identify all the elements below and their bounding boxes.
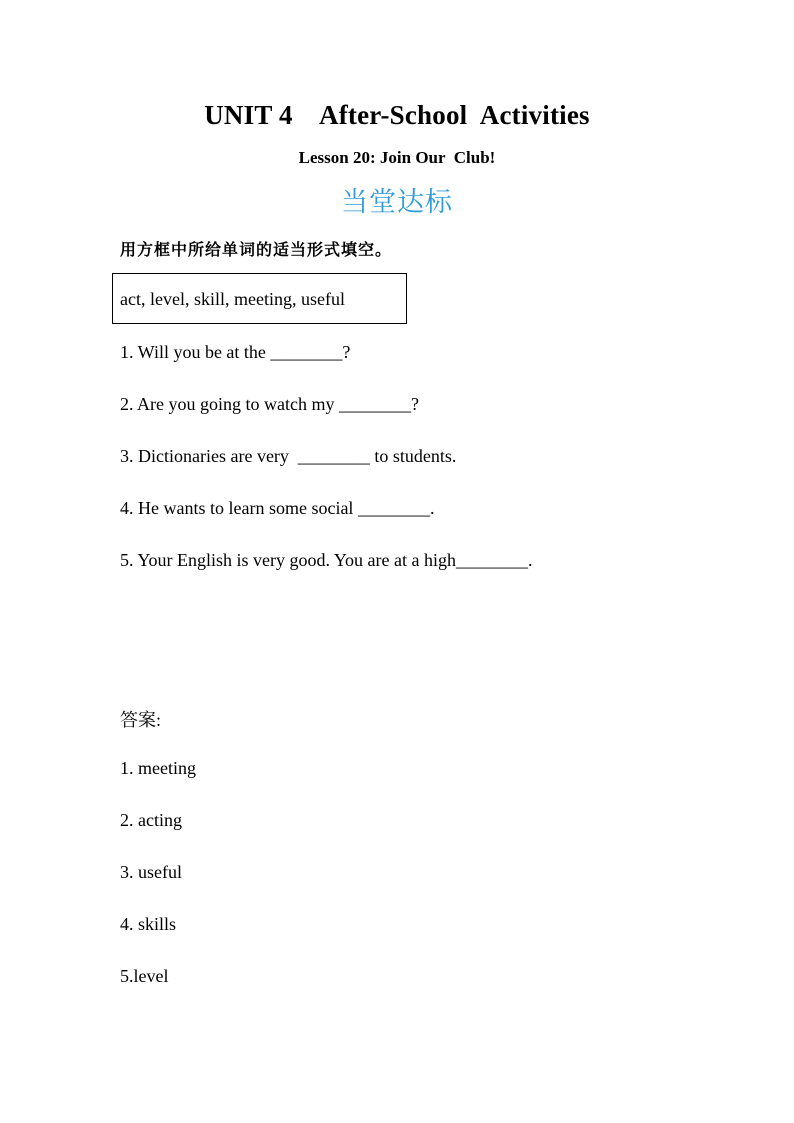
word-bank-box [112,273,407,324]
question-4: 4. He wants to learn some social ________. [120,498,435,518]
question-3: 3. Dictionaries are very ________ to students. [120,446,457,466]
lesson-subtitle: Lesson 20: Join Our Club! [298,148,496,167]
document-title: UNIT 4 After-School Activities [204,100,590,130]
section-heading: 当堂达标 [341,187,453,218]
question-2: 2. Are you going to watch my ________? [120,394,419,414]
answer-5: 5.level [120,966,169,986]
question-5: 5. Your English is very good. You are at a high________. [120,550,533,570]
answers-label: 答案: [120,710,162,730]
answer-4: 4. skills [120,914,177,934]
exercise-instruction: 用方框中所给单词的适当形式填空。 [120,240,393,259]
answer-1: 1. meeting [120,758,196,778]
answer-3: 3. useful [120,862,182,882]
question-1: 1. Will you be at the ________? [120,342,351,362]
answer-2: 2. acting [120,810,182,830]
word-bank-text: act, level, skill, meeting, useful [120,289,345,309]
